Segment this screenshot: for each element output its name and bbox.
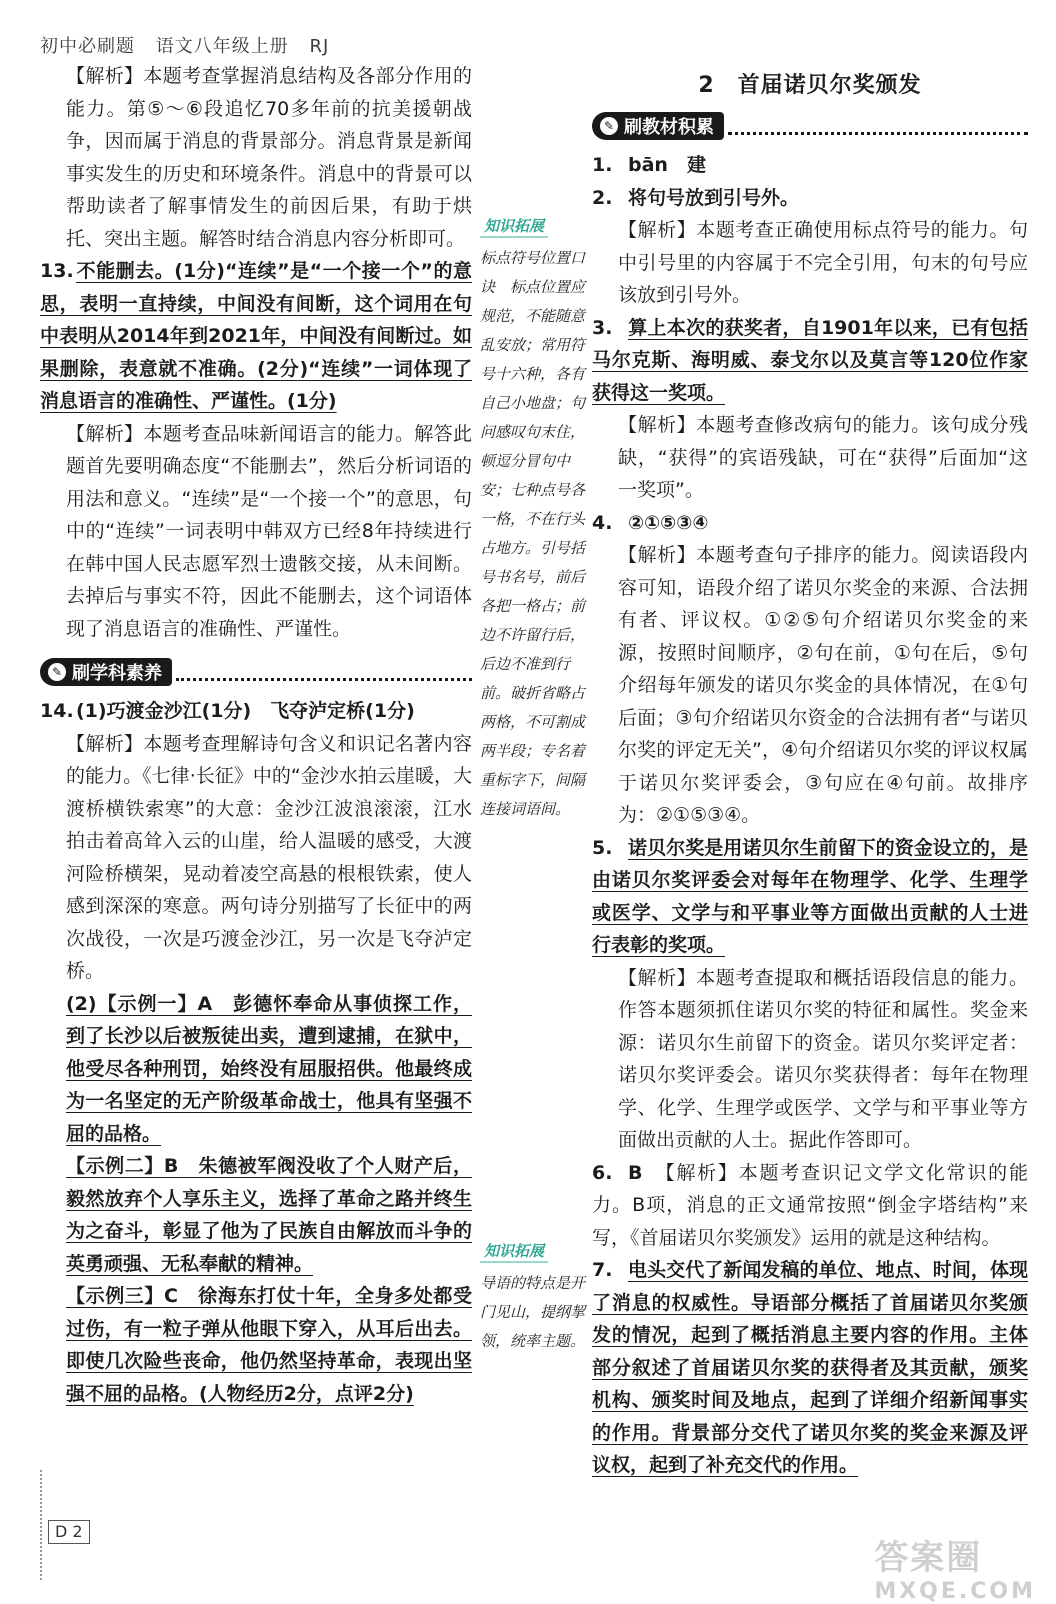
q2-number: 2. <box>592 186 613 209</box>
book-name: 初中必刷题 <box>40 36 135 57</box>
q14-number: 14. <box>40 700 74 722</box>
q1-answer <box>592 149 1028 182</box>
tip-text-2: 导语的特点是开门见山，提纲挈领，统率主题。 <box>480 1274 586 1350</box>
q13-answer <box>40 255 472 418</box>
section-header-jiaocai <box>592 109 1028 143</box>
q5-jiexi: 【解析】本题考查提取和概括语段信息的能力。作答本题须抓住诺贝尔奖的特征和属性。奖金来源：诺贝尔生前留下的资金。诺贝尔奖评定者：诺贝尔奖评委会。诺贝尔奖获得者：每年在物理学、化学、生理学或医学、文学与和平事业等方面做出贡献的人士。据此作答即可。 <box>618 966 1028 1151</box>
section-badge <box>40 658 172 686</box>
tip-column-1 <box>480 215 598 824</box>
q7-answer <box>592 1254 1028 1482</box>
right-column <box>592 60 1028 1482</box>
q2-answer <box>592 182 1028 215</box>
lesson-title: 2 首届诺贝尔奖颁发 <box>698 73 922 98</box>
q7-answer-text: 电头交代了新闻发稿的单位、地点、时间，体现了消息的权威性。导语部分概括了首届诺贝尔奖颁发的情况，起到了概括消息主要内容的作用。主体部分叙述了首届诺贝尔奖的获得者及其贡献，颁奖机构、颁奖时间及地点，起到了详细介绍新闻事实的作用。背景部分交代了诺贝尔奖的奖金来源及评议权，起到了补充交代的作用。 <box>592 1259 1028 1476</box>
jiexi-intro: 【解析】本题考查掌握消息结构及各部分作用的能力。第⑤～⑥段追忆70多年前的抗美援朝战争，因而属于消息的背景部分。消息背景是新闻事实发生的历史和环境条件。消息中的背景可以帮助读者了解事情发生的前因后果，有助于烘托、突出主题。解答时结合消息内容分析即可。 <box>66 65 472 250</box>
q6-answer <box>592 1157 1028 1255</box>
q4-answer-text: ②①⑤③④ <box>628 511 709 534</box>
section-header-xueke <box>40 655 472 689</box>
q3-answer <box>592 312 1028 410</box>
tip-column-2 <box>480 1240 598 1356</box>
q14-answer1 <box>40 695 472 728</box>
q5-answer <box>592 832 1028 962</box>
tip-tag-1: 知识拓展 <box>480 215 548 238</box>
q6-answer-text: B <box>628 1161 643 1184</box>
dotted-divider <box>728 118 1028 135</box>
q4-jiexi: 【解析】本题考查句子排序的能力。阅读语段内容可知，语段介绍了诺贝尔奖金的来源、合法拥有者、评议权。①②⑤句介绍诺贝尔奖金的来源，按照时间顺序，②句在前，①句在后，⑤句介绍每年颁发的诺贝尔奖金的具体情况，在①句后面；③句介绍诺贝尔资金的合法拥有者“与诺贝尔奖的评定无关”，④句介绍诺贝尔奖的评议权属于诺贝尔奖评委会，③句应在④句前。故排序为：②①⑤③④。 <box>618 544 1028 826</box>
watermark-url: MXQE.COM <box>874 1579 1036 1604</box>
q3-number: 3. <box>592 316 613 339</box>
q2-jiexi: 【解析】本题考查正确使用标点符号的能力。句中引号里的内容属于不完全引用，句末的句号应该放到引号外。 <box>618 219 1028 306</box>
dotted-divider <box>176 664 472 681</box>
edition: RJ <box>309 36 330 57</box>
tip-tag-2: 知识拓展 <box>480 1240 548 1263</box>
q6-number: 6. <box>592 1161 613 1184</box>
q4-number: 4. <box>592 511 613 534</box>
pen-icon: ✎ <box>600 117 618 135</box>
q14-jiexi1: 【解析】本题考查理解诗句含义和识记名著内容的能力。《七律·长征》中的“金沙水拍云崖暖，大渡桥横铁索寒”的大意：金沙江波浪滚滚，江水拍击着高耸入云的山崖，给人温暖的感受，大渡河险桥横架，晃动着凌空高悬的根根铁索，使人感到深深的寒意。两句诗分别描写了长征中的两次战役，一次是巧渡金沙江，另一次是飞夺泸定桥。 <box>66 732 472 982</box>
section-title: 刷教材积累 <box>624 117 714 138</box>
q13-number: 13. <box>40 260 74 282</box>
q3-answer-text: 算上本次的获奖者，自1901年以来，已有包括马尔克斯、海明威、泰戈尔以及莫言等120位作家获得这一奖项。 <box>592 316 1028 404</box>
q14-answer4: 【示例三】C 徐海东打仗十年，全身多处都受过伤，有一粒子弹从他眼下穿入，从耳后出去。即使几次险些丧命，他仍然坚持革命，表现出坚强不屈的品格。(人物经历2分，点评2分) <box>66 1285 472 1405</box>
q5-answer-text: 诺贝尔奖是用诺贝尔生前留下的资金设立的，是由诺贝尔奖评委会对每年在物理学、化学、生理学或医学、文学与和平事业等方面做出贡献的人士进行表彰的奖项。 <box>592 836 1028 956</box>
q4-answer <box>592 507 1028 540</box>
margin-dotted-line <box>40 1470 44 1580</box>
q6-jiexi: 【解析】本题考查识记文学文化常识的能力。B项，消息的正文通常按照“倒金字塔结构”来写，《首届诺贝尔奖颁发》运用的就是这种结构。 <box>592 1161 1028 1249</box>
pen-icon: ✎ <box>48 663 66 681</box>
q5-number: 5. <box>592 836 613 859</box>
page-header <box>40 32 343 58</box>
section-title: 刷学科素养 <box>72 663 162 684</box>
q14-answer3: 【示例二】B 朱德被军阀没收了个人财产后，毅然放弃个人享乐主义，选择了革命之路并终生为之奋斗，彰显了他为了民族自由解放而斗争的英勇顽强、无私奉献的精神。 <box>66 1155 472 1275</box>
q7-number: 7. <box>592 1259 613 1281</box>
subject-name: 语文八年级上册 <box>155 36 289 57</box>
q2-answer-text: 将句号放到引号外。 <box>628 186 800 209</box>
tip-text-1: 标点符号位置口诀 标点位置应规范，不能随意乱安放；常用符号十六种，各有自己小地盘；句问感叹句末住，顿逗分冒句中安；七种点号各一格，不在行头占地方。引号括号书名号，前后各把一格占；前边不许留行后，后边不准到行前。破折省略占两格，不可割成两半段；专名着重标字下，间隔连接词语间。 <box>480 249 586 818</box>
page-number: D 2 <box>48 1520 90 1544</box>
q1-number: 1. <box>592 154 613 176</box>
watermark-text: 答案圈 <box>874 1538 983 1578</box>
q13-answer-text: 不能删去。(1分)“连续”是“一个接一个”的意思，表明一直持续，中间没有间断，这个词用在句中表明从2014年到2021年，中间没有间断过。如果删除，表意就不准确。(2分)“连续”一词体现了消息语言的准确性、严谨性。(1分) <box>40 260 472 412</box>
section-badge <box>592 112 724 140</box>
q14-answer1-text: (1)巧渡金沙江(1分) 飞夺泸定桥(1分) <box>76 700 415 722</box>
q1-answer-text: bān 建 <box>628 154 706 176</box>
left-column <box>40 60 472 1410</box>
q14-answer2: (2)【示例一】A 彭德怀奉命从事侦探工作，到了长沙以后被叛徒出卖，遭到逮捕，在狱中，他受尽各种刑罚，始终没有屈服招供。他最终成为一名坚定的无产阶级革命战士，他具有坚强不屈的品格。 <box>66 992 472 1145</box>
q13-jiexi: 【解析】本题考查品味新闻语言的能力。解答此题首先要明确态度“不能删去”，然后分析词语的用法和意义。“连续”是“一个接一个”的意思，句中的“连续”一词表明中韩双方已经8年持续进行在韩中国人民志愿军烈士遗骸交接，从未间断。去掉后与事实不符，因此不能删去，这个词语体现了消息语言的准确性、严谨性。 <box>66 422 472 640</box>
q3-jiexi: 【解析】本题考查修改病句的能力。该句成分残缺，“获得”的宾语残缺，可在“获得”后面加“这一奖项”。 <box>618 414 1028 501</box>
watermark <box>874 1530 1036 1604</box>
